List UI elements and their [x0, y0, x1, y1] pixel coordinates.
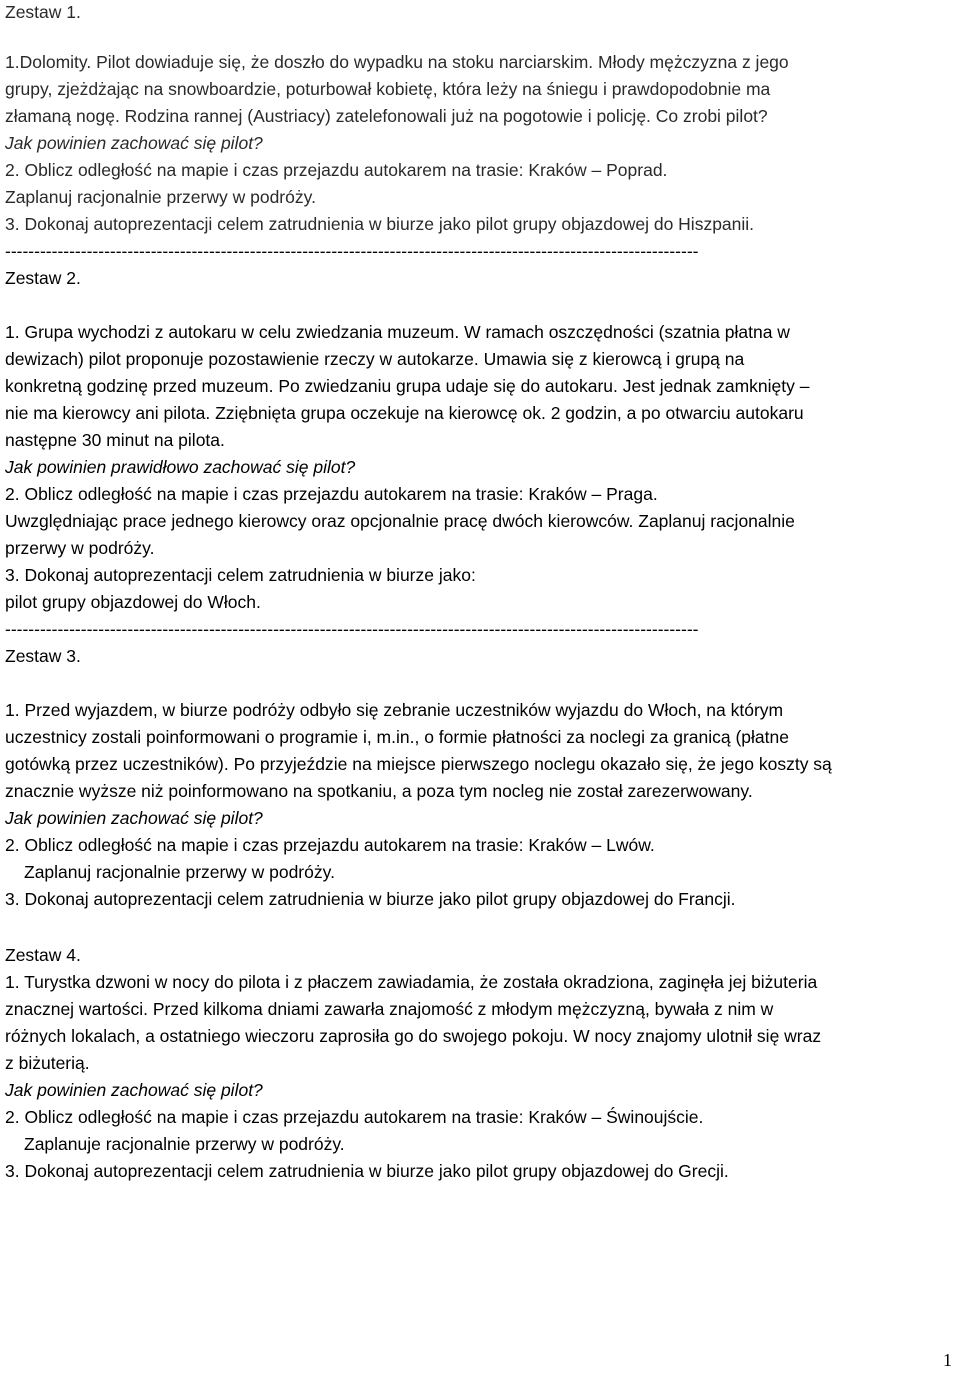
zestaw-1-line: 1.Dolomity. Pilot dowiaduje się, że doszło do wypadku na stoku narciarskim. Młody mężczyzna z jego — [5, 52, 789, 72]
zestaw-1-line: Zaplanuj racjonalnie przerwy w podróży. — [5, 187, 316, 207]
zestaw-1-heading: Zestaw 1. — [5, 2, 81, 22]
zestaw-3-line: znacznie wyższe niż poinformowano na spotkaniu, a poza tym nocleg nie został zarezerwowany. — [5, 781, 753, 801]
zestaw-1-line: 3. Dokonaj autoprezentacji celem zatrudnienia w biurze jako pilot grupy objazdowej do Hiszpanii. — [5, 214, 755, 234]
zestaw-2-heading: Zestaw 2. — [5, 268, 81, 288]
zestaw-2-line: 1. Grupa wychodzi z autokaru w celu zwiedzania muzeum. W ramach oszczędności (szatnia płatna w — [5, 322, 790, 342]
zestaw-1-line: złamaną nogę. Rodzina rannej (Austriacy) zatelefonowali już na pogotowie i policję. Co zrobi pilot? — [5, 106, 768, 126]
zestaw-2-line: przerwy w podróży. — [5, 538, 155, 558]
zestaw-3-line: gotówką przez uczestników). Po przyjeździe na miejsce pierwszego noclegu okazało się, że jego koszty są — [5, 754, 832, 774]
zestaw-2-line: Uwzględniając prace jednego kierowcy oraz opcjonalnie pracę dwóch kierowców. Zaplanuj racjonalnie — [5, 511, 795, 531]
separator: ----------------------------------------------------------------------------------------------------------------------- — [5, 241, 699, 261]
zestaw-3-line: 3. Dokonaj autoprezentacji celem zatrudnienia w biurze jako pilot grupy objazdowej do Francji. — [5, 889, 736, 909]
zestaw-3-line: 1. Przed wyjazdem, w biurze podróży odbyło się zebranie uczestników wyjazdu do Włoch, na którym — [5, 700, 784, 720]
zestaw-2-line: pilot grupy objazdowej do Włoch. — [5, 592, 261, 612]
zestaw-3-line: 2. Oblicz odległość na mapie i czas przejazdu autokarem na trasie: Kraków – Lwów. — [5, 835, 655, 855]
zestaw-3-heading: Zestaw 3. — [5, 646, 81, 666]
zestaw-4-line: znacznej wartości. Przed kilkoma dniami zawarła znajomość z młodym mężczyzną, bywała z nim w — [5, 999, 774, 1019]
zestaw-2-question: Jak powinien prawidłowo zachować się pilot? — [5, 457, 356, 477]
zestaw-3-line: Zaplanuj racjonalnie przerwy w podróży. — [24, 862, 335, 882]
zestaw-4-line: 3. Dokonaj autoprezentacji celem zatrudnienia w biurze jako pilot grupy objazdowej do Grecji. — [5, 1161, 729, 1181]
zestaw-3-question: Jak powinien zachować się pilot? — [5, 808, 263, 828]
separator: ----------------------------------------------------------------------------------------------------------------------- — [5, 619, 699, 639]
zestaw-2-line: 2. Oblicz odległość na mapie i czas przejazdu autokarem na trasie: Kraków – Praga. — [5, 484, 658, 504]
zestaw-4-question: Jak powinien zachować się pilot? — [5, 1080, 263, 1100]
zestaw-4-line: różnych lokalach, a ostatniego wieczoru zaprosiła go do swojego pokoju. W nocy znajomy ulotnił się wraz — [5, 1026, 822, 1046]
zestaw-2-line: dewizach) pilot proponuje pozostawienie rzeczy w autokarze. Umawia się z kierowcą i grupą na — [5, 349, 745, 369]
zestaw-3-line: uczestnicy zostali poinformowani o programie i, m.in., o formie płatności za noclegi za granicą (płatne — [5, 727, 789, 747]
zestaw-4-line: 2. Oblicz odległość na mapie i czas przejazdu autokarem na trasie: Kraków – Świnoujście. — [5, 1107, 704, 1127]
zestaw-4-line: 1. Turystka dzwoni w nocy do pilota i z płaczem zawiadamia, że została okradziona, zaginęła jej biżuteria — [5, 972, 818, 992]
zestaw-2-line: nie ma kierowcy ani pilota. Zziębnięta grupa oczekuje na kierowcę ok. 2 godzin, a po otwarciu autokaru — [5, 403, 804, 423]
zestaw-1-question: Jak powinien zachować się pilot? — [5, 133, 263, 153]
zestaw-2-line: konkretną godzinę przed muzeum. Po zwiedzaniu grupa udaje się do autokaru. Jest jednak zamknięty – — [5, 376, 810, 396]
zestaw-2-line: 3. Dokonaj autoprezentacji celem zatrudnienia w biurze jako: — [5, 565, 476, 585]
zestaw-2-line: następne 30 minut na pilota. — [5, 430, 225, 450]
zestaw-1-line: 2. Oblicz odległość na mapie i czas przejazdu autokarem na trasie: Kraków – Poprad. — [5, 160, 668, 180]
zestaw-1-line: grupy, zjeżdżając na snowboardzie, poturbował kobietę, która leży na śniegu i prawdopodobnie ma — [5, 79, 771, 99]
zestaw-4-line: Zaplanuje racjonalnie przerwy w podróży. — [24, 1134, 345, 1154]
zestaw-4-line: z biżuterią. — [5, 1053, 90, 1073]
zestaw-4-heading: Zestaw 4. — [5, 945, 81, 965]
page-number: 1 — [943, 1350, 952, 1370]
